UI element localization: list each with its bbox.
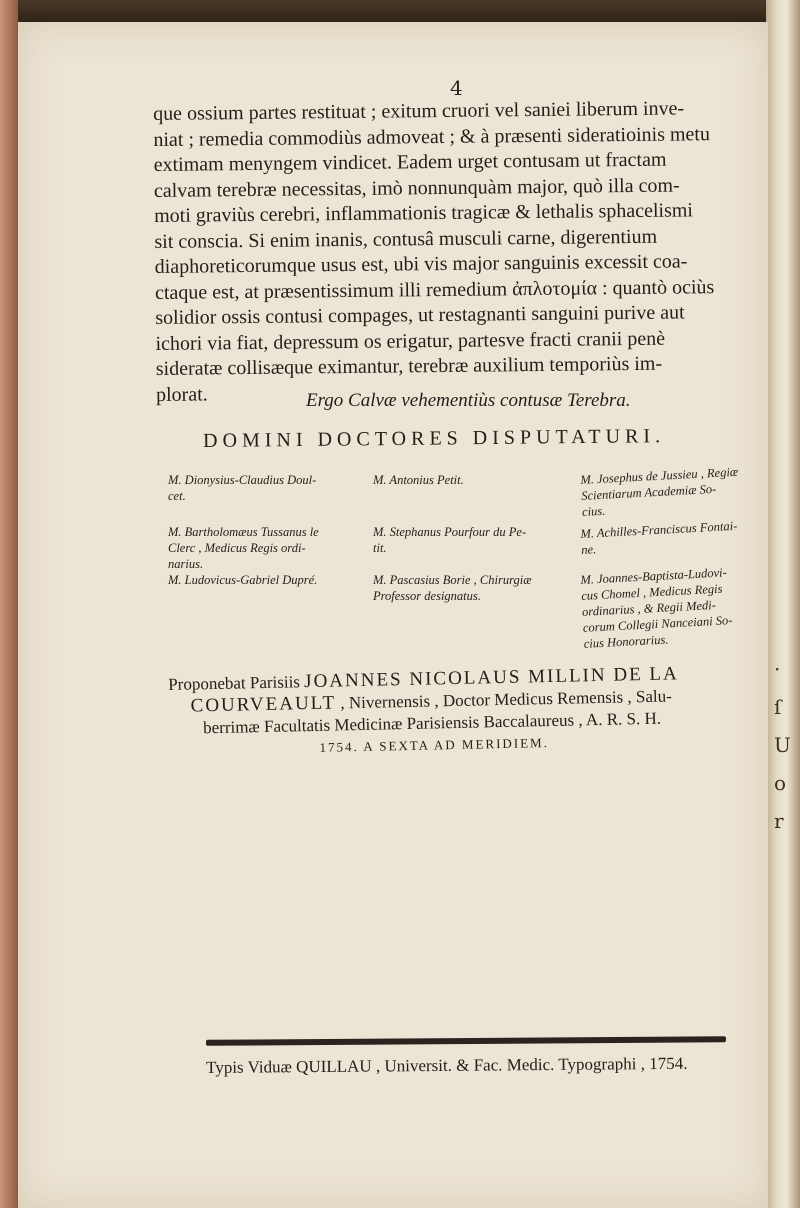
doctor-entry: M. Dionysius-Claudius Doul- cet. [168,473,317,503]
text-line: calvam terebræ necessitas, imò nonnunquàm major, quò illa com- [153,173,680,202]
doctor-entry: M. Antonius Petit. [373,473,464,487]
proponebat-line-3: berrimæ Facultatis Medicinæ Parisiensis Baccalaureus , A. R. S. H. [202,708,662,738]
text-line: plorat. [155,382,208,406]
doctor-entry: M. Bartholomæus Tussanus le Clerc , Medicus Regis ordi- narius. [168,525,319,571]
author-details: , Nivernensis , Doctor Medicus Remensis , Salu- [335,686,672,713]
text-line: ctaque est, at præsentissimum illi remedium ἀπλοτομία : quantò ociùs [154,275,715,304]
body-text [153,96,766,408]
divider-rule [206,1036,726,1046]
fragment: r [774,809,784,833]
proponebat-date: 1754. A SEXTA AD MERIDIEM. [319,735,550,755]
text-line: ichori via fiat, depressum os erigatur, partesve fracti cranii penè [155,327,666,355]
doctor-entry: M. Stephanus Pourfour du Pe- tit. [373,525,527,555]
conclusion: Ergo Calvæ vehementiùs contusæ Terebra. [306,390,631,411]
fragment: U [774,733,791,757]
proponebat-block [168,661,770,762]
fragment: · [774,657,781,681]
text-line: solidior ossis contusi compages, ut restagnanti sanguini purive aut [155,301,685,329]
text-line: sit conscia. Si enim inanis, contusâ musculi carne, digerentium [154,225,658,253]
fragment: ſ [774,695,782,719]
text-line: que ossium partes restituat ; exitum cruori vel saniei liberum inve- [153,97,685,125]
printer-imprint: Typis Viduæ QUILLAU , Universit. & Fac. Medic. Typographi , 1754. [206,1053,688,1077]
text-line: diaphoreticorumque usus est, ubi vis major sanguinis excessit coa- [154,250,688,278]
page-number: 4 [450,76,463,100]
document-page [18,22,768,1208]
doctor-entry: M. Achilles-Franciscus Fontai- ne. [580,518,738,557]
author-name: JOANNES NICOLAUS MILLIN DE LA [303,663,679,693]
proponebat-prefix: Proponebat Parisiis [168,672,305,694]
doctors-heading: DOMINI DOCTORES DISPUTATURI. [203,425,666,452]
text-line: niat ; remedia commodiùs admoveat ; & à præsenti sideratioinis metu [153,122,711,151]
author-surname: COURVEAULT [190,692,337,717]
text-line: extimam menyngem vindicet. Eadem urget contusam ut fractam [153,148,667,176]
text-line: sideratæ collisæque eximantur, terebræ auxilium temporiùs im- [155,352,663,380]
doctor-entry: M. Pascasius Borie , Chirurgiæ Professor designatus. [373,573,532,603]
doctor-entry: M. Josephus de Jussieu , Regiæ Scientiarum Academiæ So- cius. [580,464,739,519]
text-line: moti graviùs cerebri, inflammationis tragicæ & lethalis sphacelismi [154,199,694,227]
fragment: o [774,771,787,795]
book-binding [0,0,18,1208]
doctor-entry: M. Ludovicus-Gabriel Dupré. [168,573,318,587]
adjacent-page-fragments [774,650,796,840]
doctor-entry: M. Joannes-Baptista-Ludovi- cus Chomel , Medicus Regis ordinarius , & Regii Medi- corum Collegii Nanceiani So- cius Honorarius. [580,565,733,651]
